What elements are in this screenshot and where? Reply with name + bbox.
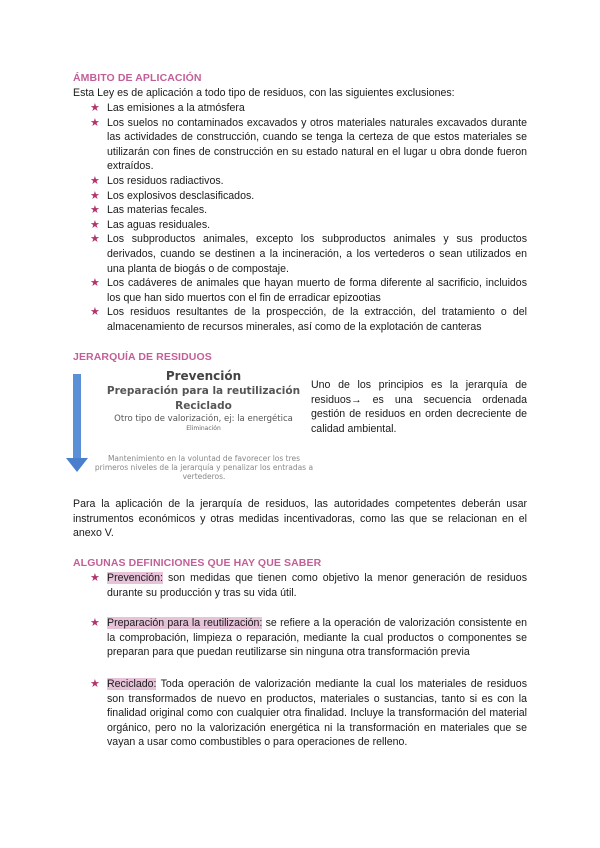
down-arrow-icon — [73, 374, 81, 460]
star-icon: ★ — [90, 677, 100, 690]
arrow-head — [66, 458, 88, 472]
star-icon: ★ — [90, 116, 100, 129]
star-icon: ★ — [90, 617, 100, 630]
list-item: ★ Las materias fecales. — [90, 204, 208, 217]
term-preparacion: Preparación para la reutilización: — [107, 617, 263, 630]
list-item: ★ Los explosivos desclasificados. — [90, 189, 255, 202]
heading-jerarquia: JERARQUÍA DE RESIDUOS — [73, 351, 212, 363]
star-icon: ★ — [90, 102, 100, 114]
star-icon: ★ — [90, 204, 100, 217]
term-reciclado: Reciclado: — [107, 677, 157, 690]
star-icon: ★ — [90, 572, 100, 584]
list-item: ★ Las emisiones a la atmósfera — [90, 102, 245, 114]
list-item: ★ Las aguas residuales. — [90, 218, 211, 231]
heading-ambito: ÁMBITO DE APLICACIÓN — [73, 72, 202, 84]
list-item: ★ Los subproductos animales, excepto los subproductos animales y sus productos derivados, cuando se destinen a la incineración, a los vertederos o sean utilizados en una planta de biogás o de compostaje. — [90, 233, 527, 275]
definitions-list — [90, 571, 527, 750]
figure-caption: Mantenimiento en la voluntad de favorecer los tres primeros niveles de la jerarquía y penalizar los entradas a vertederos. — [94, 454, 314, 481]
level-preparacion: Preparación para la reutilización — [106, 385, 301, 397]
list-item: ★ Los residuos resultantes de la prospección, de la extracción, del tratamiento o del almacenamiento de recursos minerales, así como de la explotación de canteras — [90, 306, 527, 333]
level-eliminacion: Eliminación — [186, 425, 221, 432]
level-valorizacion: Otro tipo de valorización, ej: la energética — [114, 414, 293, 424]
level-reciclado: Reciclado — [175, 400, 232, 412]
list-item: ★ Los cadáveres de animales que hayan muerto de forma diferente al sacrificio, incluidos los que han sido muertos con el fin de erradicar epizootias — [90, 277, 527, 304]
exclusions-list — [90, 101, 527, 335]
heading-definiciones: ALGUNAS DEFINICIONES QUE HAY QUE SABER — [73, 557, 322, 569]
star-icon: ★ — [90, 218, 100, 231]
waste-hierarchy-figure — [66, 368, 314, 486]
star-icon: ★ — [90, 189, 100, 202]
hierarchy-levels — [96, 368, 311, 433]
intro-paragraph: Esta Ley es de aplicación a todo tipo de residuos, con las siguientes exclusiones: — [73, 87, 455, 99]
hierarchy-description: Uno de los principios es la jerarquía de residuos→ es una secuencia ordenada gestión de residuos en orden decreciente de calidad ambiental. — [311, 379, 527, 435]
list-item: ★ Los residuos radiactivos. — [90, 174, 224, 187]
level-prevencion: Prevención — [165, 369, 242, 383]
definition-prevencion: ★ Prevención: son medidas que tienen como objetivo la menor generación de residuos durante su producción y tras su vida útil. — [90, 572, 527, 599]
list-item: ★ Los suelos no contaminados excavados y otros materiales naturales excavados durante las actividades de construcción, cuando se tenga la certeza de que estos materiales se utilizarán con fines de construcción en su estado natural en el lugar u obra donde fueron extraídos. — [90, 116, 527, 173]
star-icon: ★ — [90, 277, 100, 290]
definition-preparacion: ★ Preparación para la reutilización: se refiere a la operación de valorización consistente en la comprobación, limpieza o reparación, mediante la cual productos o componentes se preparan para que puedan reutilizarse sin ninguna otra transformación previa — [90, 617, 527, 659]
definition-reciclado: ★ Reciclado: Toda operación de valorización mediante la cual los materiales de residuos son transformados de nuevo en productos, materiales o sustancias, tanto si es con la finalidad original como con cualquier otra finalidad. Incluye la transformación del material orgánico, pero no la valorización energética ni la transformación en materiales que se vayan a usar como combustibles o para operaciones de relleno. — [90, 677, 527, 749]
star-icon: ★ — [90, 174, 100, 187]
star-icon: ★ — [90, 233, 100, 246]
star-icon: ★ — [90, 306, 100, 319]
hierarchy-paragraph: Para la aplicación de la jerarquía de residuos, las autoridades competentes deberán usar instrumentos económicos y otras medidas incentivadoras, como las que se relacionan en el anexo V. — [73, 498, 527, 540]
term-prevencion: Prevención: — [107, 572, 163, 584]
